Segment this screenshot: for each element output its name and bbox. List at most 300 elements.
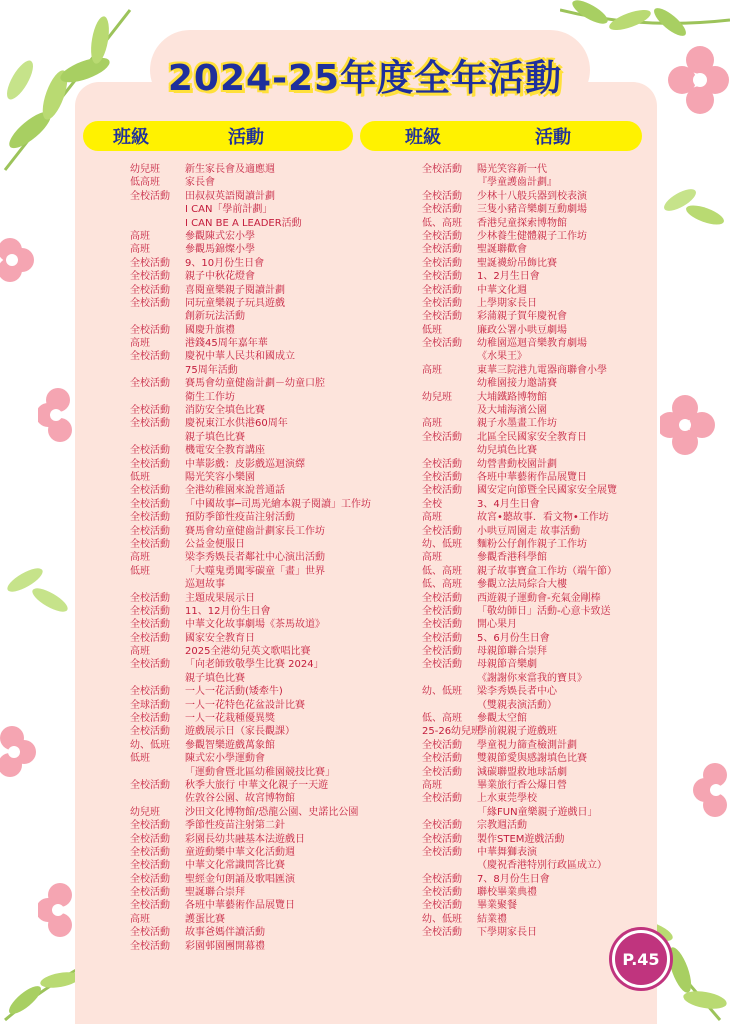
activity-cell: 母親節聯合崇拜 [477, 646, 547, 658]
class-cell: 全校活動 [422, 753, 462, 765]
leaves-right-middle [660, 180, 730, 240]
activity-cell: 《水果王》 [477, 351, 527, 363]
activity-cell: 75周年活動 [185, 364, 238, 376]
list-item [422, 217, 658, 230]
activity-cell: 陽光笑容新一代 [477, 164, 547, 175]
activity-cell: 「運動會暨北區幼稚園競技比賽」 [185, 766, 335, 778]
activity-cell: 《謝謝你來當我的寶貝》 [477, 672, 587, 684]
list-item [422, 739, 658, 752]
list-item [422, 605, 658, 618]
list-item [422, 792, 658, 805]
flower-left-3 [0, 720, 40, 780]
activity-cell: 親子填色比賽 [185, 672, 245, 684]
activity-cell: 中華文化常識問答比賽 [185, 860, 285, 872]
class-cell: 全校活動 [422, 900, 462, 912]
activity-cell: 『學童護齒計劃』 [477, 177, 557, 189]
class-cell: 高班 [422, 779, 442, 791]
list-item [130, 257, 370, 270]
activity-cell: 一人一花栽種優異獎 [185, 713, 275, 725]
list-item [422, 350, 658, 363]
activity-cell: 賽馬會幼童健齒計劃家長工作坊 [185, 525, 325, 537]
class-cell: 全校活動 [130, 498, 170, 510]
list-item [130, 217, 370, 230]
activity-cell: （慶祝香港特別行政區成立） [477, 860, 607, 872]
class-cell: 高班 [422, 418, 442, 430]
class-cell: 低、高班 [422, 217, 462, 229]
class-cell: 全校活動 [422, 646, 462, 658]
list-item [130, 779, 370, 792]
header-bar-right [360, 121, 642, 151]
activity-cell: 聯校畢業典禮 [477, 887, 537, 899]
activity-cell: 大埔鐵路博物館 [477, 391, 547, 403]
activity-cell: 各班中華藝術作品展覽日 [477, 471, 587, 483]
flower-left-2 [38, 385, 78, 445]
list-item [130, 525, 370, 538]
class-cell: 幼、低班 [422, 913, 462, 925]
activity-cell: 幼兒填色比賽 [477, 445, 537, 457]
class-cell: 幼、低班 [130, 739, 170, 751]
activity-cell: 梁李秀娛長者鄰社中心演出活動 [185, 552, 325, 564]
activity-cell: 喜閱童樂親子閱讀計劃 [185, 284, 285, 296]
activity-cell: 各班中華藝術作品展覽日 [185, 900, 295, 912]
activity-cell: 「向老師致敬學生比賽 2024」 [185, 659, 324, 671]
class-cell: 全校活動 [130, 779, 170, 791]
activity-cell: 9、10月份生日會 [185, 257, 265, 269]
list-item [422, 551, 658, 564]
activity-cell: 2025全港幼兒英文歌唱比賽 [185, 646, 311, 658]
list-item [130, 484, 370, 497]
class-cell: 全校活動 [422, 525, 462, 537]
activity-cell: 童遊動樂中華文化活動週 [185, 846, 295, 858]
activity-cell: 少林養生健體親子工作坊 [477, 230, 587, 242]
list-item [130, 672, 370, 685]
activity-cell: I CAN BE A LEADER活動 [185, 217, 302, 229]
class-cell: 全校活動 [130, 525, 170, 537]
activity-cell: 梁李秀娛長者中心 [477, 686, 557, 698]
list-item [130, 926, 370, 939]
activity-cell: 三隻小豬音樂劇互動劇場 [477, 204, 587, 216]
list-item [130, 645, 370, 658]
list-item [422, 685, 658, 698]
class-cell: 全校活動 [422, 271, 462, 283]
list-item [130, 766, 370, 779]
class-cell: 全校活動 [130, 887, 170, 899]
list-item [130, 712, 370, 725]
activity-cell: 小哄豆周園走 故事活動 [477, 525, 581, 537]
class-cell: 全校活動 [130, 458, 170, 470]
page-title: 2024-25年度全年活動 [167, 58, 563, 99]
list-item [130, 833, 370, 846]
list-item [422, 886, 658, 899]
class-cell: 全校活動 [130, 659, 170, 671]
activity-cell: 國安定向節暨全民國家安全展覽 [477, 485, 617, 497]
list-item [422, 699, 658, 712]
activity-cell: 彩園長幼共融基本法遊戲日 [185, 833, 305, 845]
class-cell: 全校活動 [422, 846, 462, 858]
class-cell: 高班 [422, 552, 442, 564]
activity-cell: 遊戲展示日（家長觀課） [185, 726, 295, 738]
class-cell: 全校活動 [422, 632, 462, 644]
class-cell: 幼兒班 [130, 806, 160, 818]
class-cell: 全校活動 [130, 726, 170, 738]
class-cell: 全校活動 [422, 284, 462, 296]
list-item [130, 284, 370, 297]
activity-cell: 11、12月份生日會 [185, 605, 271, 617]
activity-cell: 全港幼稚園來說普通話 [185, 485, 285, 497]
class-cell: 全校活動 [130, 833, 170, 845]
class-cell: 低高班 [130, 177, 160, 189]
list-item [422, 190, 658, 203]
activity-cell: I CAN「學前計劃」 [185, 204, 273, 216]
class-cell: 全校活動 [422, 431, 462, 443]
class-cell: 全校活動 [130, 820, 170, 832]
class-cell: 全校活動 [130, 592, 170, 604]
activity-cell: 上學期家長日 [477, 297, 537, 309]
activity-cell: 中華影戲：皮影戲巡迴演繹 [185, 458, 305, 470]
class-cell: 高班 [130, 338, 150, 350]
list-item [422, 873, 658, 886]
activity-cell: 中華舞獅表演 [477, 846, 537, 858]
list-item [422, 324, 658, 337]
activity-cell: 故宮•聽故事．看文物•工作坊 [477, 512, 609, 524]
list-item [422, 337, 658, 350]
class-cell: 全校活動 [130, 445, 170, 457]
list-item [130, 511, 370, 524]
class-cell: 全校活動 [130, 632, 170, 644]
activity-cell: 參觀陳式宏小學 [185, 230, 255, 242]
list-item [130, 792, 370, 805]
class-cell: 幼、低班 [422, 686, 462, 698]
class-cell: 全校活動 [422, 605, 462, 617]
activity-cell: 5、6月份生日會 [477, 632, 550, 644]
activity-cell: 港錢45周年嘉年華 [185, 338, 268, 350]
list-item [422, 859, 658, 872]
activity-cell: 宗教週活動 [477, 820, 527, 832]
activity-cell: 機電安全教育講座 [185, 445, 265, 457]
class-cell: 高班 [130, 646, 150, 658]
list-item [422, 511, 658, 524]
list-item [422, 592, 658, 605]
activity-cell: 「敬幼師日」活動-心意卡致送 [477, 605, 611, 617]
list-item [422, 377, 658, 390]
list-item [130, 458, 370, 471]
class-cell: 全校活動 [422, 257, 462, 269]
list-item [422, 484, 658, 497]
activity-cell: 消防安全填色比賽 [185, 405, 265, 417]
activity-cell: 幼稚園接力邀請賽 [477, 378, 557, 390]
list-item [422, 525, 658, 538]
activity-cell: （雙親表演活動） [477, 699, 557, 711]
list-item [130, 685, 370, 698]
class-cell: 低班 [130, 471, 150, 483]
class-cell: 全校活動 [130, 860, 170, 872]
class-cell: 全校活動 [130, 686, 170, 698]
activity-cell: 親子中秋花燈會 [185, 271, 255, 283]
list-item [130, 873, 370, 886]
header-activity-label: 活動 [535, 127, 571, 148]
list-item [422, 364, 658, 377]
activity-cell: 3、4月生日會 [477, 498, 540, 510]
header-class-label: 班級 [405, 127, 441, 148]
class-cell: 全校活動 [130, 512, 170, 524]
class-cell: 全校活動 [130, 605, 170, 617]
activity-cell: 同玩童樂親子玩具遊戲 [185, 297, 285, 309]
list-item [422, 538, 658, 551]
class-cell: 低、高班 [422, 565, 462, 577]
list-item [130, 404, 370, 417]
activity-cell: 西遊親子運動會-充氣金剛棒 [477, 592, 601, 604]
list-item [422, 618, 658, 631]
class-cell: 全校活動 [130, 485, 170, 497]
list-item [422, 779, 658, 792]
list-item [130, 203, 370, 216]
flower-left-4 [38, 880, 78, 940]
list-item [130, 337, 370, 350]
activity-cell: 故事爸媽伴讀活動 [185, 927, 265, 939]
list-item [130, 699, 370, 712]
list-item [130, 913, 370, 926]
list-item [422, 712, 658, 725]
activity-cell: 親子故事寶盒工作坊（端午節） [477, 565, 617, 577]
class-cell: 25-26幼兒班 [422, 726, 482, 738]
list-item [130, 819, 370, 832]
activity-cell: 慶祝中華人民共和國成立 [185, 351, 295, 363]
activity-cell: 彩蒲親子賀年慶祝會 [477, 311, 567, 323]
list-item [422, 846, 658, 859]
class-cell: 全校活動 [130, 378, 170, 390]
class-cell: 全校活動 [130, 538, 170, 550]
list-item [130, 725, 370, 738]
list-item [130, 377, 370, 390]
class-cell: 全校活動 [422, 190, 462, 202]
activity-cell: 母親節音樂劇 [477, 659, 537, 671]
class-cell: 全校活動 [130, 284, 170, 296]
class-cell: 低班 [130, 565, 150, 577]
list-item [422, 752, 658, 765]
list-item [130, 498, 370, 511]
list-item [422, 176, 658, 189]
activity-cell: 下學期家長日 [477, 927, 537, 939]
list-item [130, 431, 370, 444]
list-item [422, 444, 658, 457]
activity-cell: 家長會 [185, 177, 215, 189]
class-cell: 全校活動 [130, 405, 170, 417]
class-cell: 全校活動 [130, 927, 170, 939]
flower-right-2 [660, 390, 720, 460]
list-item [130, 163, 370, 176]
activity-cell: 衛生工作坊 [185, 391, 235, 403]
list-item [130, 444, 370, 457]
activity-cell: 一人一花特色花盆設計比賽 [185, 699, 305, 711]
list-item [422, 672, 658, 685]
class-cell: 全校活動 [422, 297, 462, 309]
class-cell: 全校活動 [130, 873, 170, 885]
class-cell: 全校 [422, 498, 442, 510]
class-cell: 高班 [130, 230, 150, 242]
list-item [130, 297, 370, 310]
list-item [130, 310, 370, 323]
class-cell: 全校活動 [130, 190, 170, 202]
activity-cell: 參觀香港科學館 [477, 552, 547, 564]
activity-cell: 雙親節愛與感謝填色比賽 [477, 753, 587, 765]
class-cell: 低班 [130, 753, 150, 765]
right-activity-list [422, 163, 658, 940]
class-cell: 全校活動 [422, 820, 462, 832]
list-item [130, 350, 370, 363]
class-cell: 高班 [422, 512, 442, 524]
activity-cell: 田叔叔英語閱讀計劃 [185, 190, 275, 202]
class-cell: 全校活動 [422, 458, 462, 470]
list-item [422, 725, 658, 738]
activity-cell: 彩園邨園團開幕禮 [185, 940, 265, 952]
activity-cell: 參觀太空館 [477, 713, 527, 725]
activity-cell: 佐敦谷公園、故宮博物館 [185, 793, 295, 805]
class-cell: 全校活動 [130, 257, 170, 269]
header-bar-left [83, 121, 353, 151]
list-item [422, 230, 658, 243]
list-item [422, 257, 658, 270]
list-item [130, 176, 370, 189]
flower-right-3 [690, 760, 730, 820]
activity-cell: 麵粉公仔創作親子工作坊 [477, 538, 587, 550]
activity-cell: 參觀馬錦燦小學 [185, 244, 255, 256]
class-cell: 高班 [130, 244, 150, 256]
activity-cell: 中華文化週 [477, 284, 527, 296]
list-item [130, 618, 370, 631]
list-item [422, 899, 658, 912]
list-item [130, 270, 370, 283]
class-cell: 低、高班 [422, 579, 462, 591]
activity-cell: 公益金便服日 [185, 538, 245, 550]
class-cell: 全校活動 [130, 619, 170, 631]
class-cell: 全校活動 [422, 927, 462, 939]
list-item [422, 833, 658, 846]
activity-cell: 新生家長會及適應週 [185, 164, 275, 175]
class-cell: 全校活動 [422, 833, 462, 845]
page-number-badge: P.45 [612, 930, 670, 988]
class-cell: 全校活動 [422, 793, 462, 805]
activity-cell: 結業禮 [477, 913, 507, 925]
left-activity-list [130, 163, 370, 953]
activity-cell: 「緣FUN童樂親子遊戲日」 [477, 806, 598, 818]
list-item [422, 417, 658, 430]
activity-cell: 東華三院港九電器商聯會小學 [477, 364, 607, 376]
activity-cell: 參觀智樂遊戲萬象館 [185, 739, 275, 751]
list-item [422, 163, 658, 176]
activity-cell: 創新玩法活動 [185, 311, 245, 323]
class-cell: 全校活動 [422, 244, 462, 256]
list-item [130, 578, 370, 591]
activity-cell: 慶祝東江水供港60周年 [185, 418, 288, 430]
list-item [130, 243, 370, 256]
activity-cell: 參觀立法局綜合大樓 [477, 579, 567, 591]
activity-cell: 1、2月生日會 [477, 271, 540, 283]
activity-cell: 「大噬鬼勇闖零碳童「畫」世界 [185, 565, 325, 577]
class-cell: 低、高班 [422, 713, 462, 725]
activity-cell: 聖誕聯合崇拜 [185, 887, 245, 899]
list-item [130, 538, 370, 551]
activity-cell: 聖誕聯歡會 [477, 244, 527, 256]
list-item [130, 940, 370, 953]
activity-cell: 一人一花活動(矮牽牛) [185, 686, 283, 698]
list-item [130, 592, 370, 605]
activity-cell: 陽光笑容小樂園 [185, 471, 255, 483]
activity-cell: 親子填色比賽 [185, 431, 245, 443]
class-cell: 幼兒班 [130, 164, 160, 175]
class-cell: 全校活動 [130, 900, 170, 912]
activity-cell: 北區全民國家安全教育日 [477, 431, 587, 443]
list-item [422, 806, 658, 819]
class-cell: 全校活動 [422, 887, 462, 899]
activity-cell: 巡迴故事 [185, 579, 225, 591]
activity-cell: 上水東莞學校 [477, 793, 537, 805]
header-activity-label: 活動 [228, 127, 264, 148]
flower-left-1 [0, 235, 40, 285]
list-item [422, 284, 658, 297]
class-cell: 全校活動 [422, 592, 462, 604]
activity-cell: 學童視力篩查檢測計劃 [477, 739, 577, 751]
activity-cell: 香港兒童探索博物館 [477, 217, 567, 229]
activity-cell: 國家安全教育日 [185, 632, 255, 644]
list-item [422, 297, 658, 310]
activity-cell: 畢業旅行香公爆日營 [477, 779, 567, 791]
list-item [422, 310, 658, 323]
activity-cell: 開心果月 [477, 619, 517, 631]
class-cell: 全校活動 [130, 351, 170, 363]
list-item [130, 324, 370, 337]
list-item [422, 632, 658, 645]
list-item [422, 913, 658, 926]
list-item [130, 417, 370, 430]
activity-cell: 聖經金句朗誦及歌唱匯演 [185, 873, 295, 885]
list-item [130, 190, 370, 203]
class-cell: 全校活動 [422, 739, 462, 751]
activity-cell: 「中國故事─司馬光繪本親子閱讀」工作坊 [185, 498, 372, 510]
list-item [130, 605, 370, 618]
list-item [422, 766, 658, 779]
class-cell: 全校活動 [422, 485, 462, 497]
class-cell: 全校活動 [130, 418, 170, 430]
list-item [130, 752, 370, 765]
class-cell: 全校活動 [422, 230, 462, 242]
list-item [130, 364, 370, 377]
class-cell: 全校活動 [422, 619, 462, 631]
activity-cell: 預防季節性疫苗注射活動 [185, 512, 295, 524]
list-item [422, 658, 658, 671]
class-cell: 幼、低班 [422, 538, 462, 550]
list-item [130, 658, 370, 671]
list-item [130, 471, 370, 484]
class-cell: 高班 [130, 913, 150, 925]
class-cell: 全校活動 [422, 204, 462, 216]
list-item [422, 243, 658, 256]
list-item [130, 859, 370, 872]
class-cell: 全校活動 [130, 324, 170, 336]
list-item [422, 645, 658, 658]
class-cell: 全校活動 [422, 659, 462, 671]
list-item [130, 551, 370, 564]
activity-cell: 製作STEM遊戲活動 [477, 833, 565, 845]
list-item [130, 886, 370, 899]
activity-cell: 幼營書動校園計劃 [477, 458, 557, 470]
class-cell: 全校活動 [422, 164, 462, 175]
class-cell: 全校活動 [130, 940, 170, 952]
class-cell: 全校活動 [130, 713, 170, 725]
activity-cell: 幼稚園巡迴音樂教育劇場 [477, 338, 587, 350]
list-item [130, 230, 370, 243]
activity-cell: 親子水墨畫工作坊 [477, 418, 557, 430]
activity-cell: 少林十八般兵器到校表演 [477, 190, 587, 202]
